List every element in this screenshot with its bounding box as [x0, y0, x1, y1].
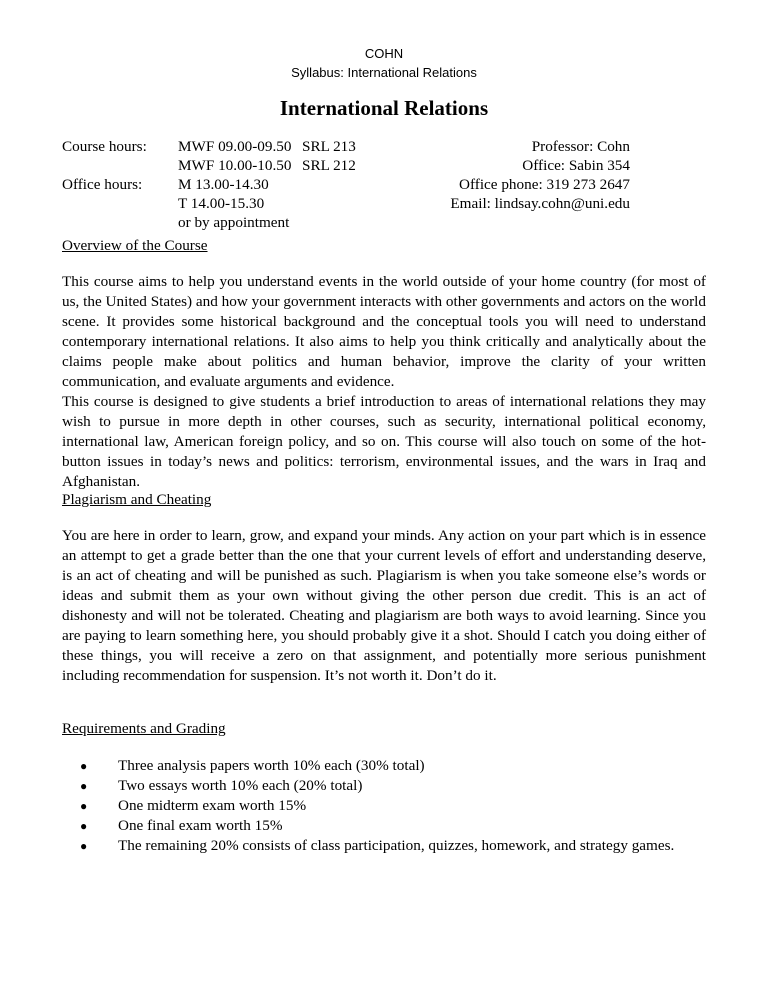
- bullet-icon: ●: [80, 759, 88, 773]
- bullet-icon: ●: [80, 819, 88, 833]
- hours-label: [62, 213, 178, 232]
- list-item: [62, 756, 706, 776]
- list-item: [62, 796, 706, 816]
- hours-label: [62, 194, 178, 213]
- grading-item-text: The remaining 20% consists of class participation, quizzes, homework, and strategy games.: [118, 837, 675, 854]
- professor-email: Email: lindsay.cohn@uni.edu: [450, 195, 630, 212]
- hours-row: [62, 194, 382, 213]
- hours-time: or by appointment: [178, 214, 290, 231]
- hours-label: Course hours:: [62, 138, 147, 155]
- grading-list: [62, 756, 706, 856]
- list-item: [62, 836, 706, 856]
- grading-item-text: One midterm exam worth 15%: [118, 797, 307, 814]
- hours-room: [302, 175, 382, 194]
- document-title: International Relations: [279, 96, 489, 120]
- hours-row: [62, 213, 382, 232]
- hours-row: [62, 156, 382, 175]
- professor-phone: Office phone: 319 273 2647: [459, 176, 630, 193]
- hours-room: SRL 213: [302, 138, 356, 155]
- hours-block: [62, 137, 382, 232]
- hours-time: M 13.00-14.30: [178, 176, 269, 193]
- hours-row: [62, 175, 382, 194]
- hours-time: MWF 10.00-10.50: [178, 157, 292, 174]
- running-header: [0, 44, 768, 82]
- grading-item-text: Two essays worth 10% each (20% total): [118, 777, 363, 794]
- hours-row: [62, 137, 382, 156]
- header-subtitle: Syllabus: International Relations: [291, 65, 477, 80]
- professor-office: Office: Sabin 354: [522, 157, 630, 174]
- bullet-icon: ●: [80, 799, 88, 813]
- hours-room: [302, 194, 382, 213]
- professor-contact: [450, 137, 630, 213]
- bullet-icon: ●: [80, 779, 88, 793]
- hours-label: Office hours:: [62, 176, 143, 193]
- hours-time: T 14.00-15.30: [178, 195, 265, 212]
- hours-room: SRL 212: [302, 157, 356, 174]
- header-author: COHN: [364, 46, 404, 61]
- overview-paragraph-1: This course aims to help you understand events in the world outside of your home country (for most of us, the United States) and how your government interacts with other governments and actors on the world scene. It provides some historical background and the conceptual tools you will need to understand contemporary international relations. It also aims to help you think critically and analytically about the claims people make about politics and human behavior, improve the clarity of your written communication, and evaluate arguments and evidence.: [62, 273, 706, 390]
- grading-item-text: One final exam worth 15%: [118, 817, 283, 834]
- professor-name: Professor: Cohn: [531, 138, 630, 155]
- overview-paragraph-2: This course is designed to give students a brief introduction to areas of international relations they may wish to pursue in more depth in other courses, such as security, international political economy, international law, American foreign policy, and so on. This course will also touch on some of the hot-button issues in today’s news and politics: terrorism, environmental issues, and the wars in Iraq and Afghanistan.: [62, 393, 706, 490]
- hours-time: MWF 09.00-09.50: [178, 138, 292, 155]
- grading-heading: Requirements and Grading: [62, 720, 226, 737]
- bullet-icon: ●: [80, 839, 88, 853]
- overview-heading: Overview of the Course: [62, 237, 208, 254]
- hours-label: [62, 156, 178, 175]
- list-item: [62, 816, 706, 836]
- plagiarism-paragraph: You are here in order to learn, grow, and expand your minds. Any action on your part which is in essence an attempt to get a grade better than the one that your current levels of effort and understanding deserve, is an act of cheating and will be punished as such. Plagiarism is when you take someone else’s words or ideas and submit them as your own without giving the other person due credit. This is an act of dishonesty and will not be tolerated. Cheating and plagiarism are both ways to avoid learning. Since you are paying to learn something here, you should probably give it a shot. Should I catch you doing either of these things, you will receive a zero on that assignment, and potentially more serious punishment including recommendation for suspension. It’s not worth it. Don’t do it.: [62, 527, 706, 684]
- list-item: [62, 776, 706, 796]
- grading-item-text: Three analysis papers worth 10% each (30% total): [118, 757, 425, 774]
- hours-room: [302, 213, 382, 232]
- plagiarism-heading: Plagiarism and Cheating: [62, 491, 212, 508]
